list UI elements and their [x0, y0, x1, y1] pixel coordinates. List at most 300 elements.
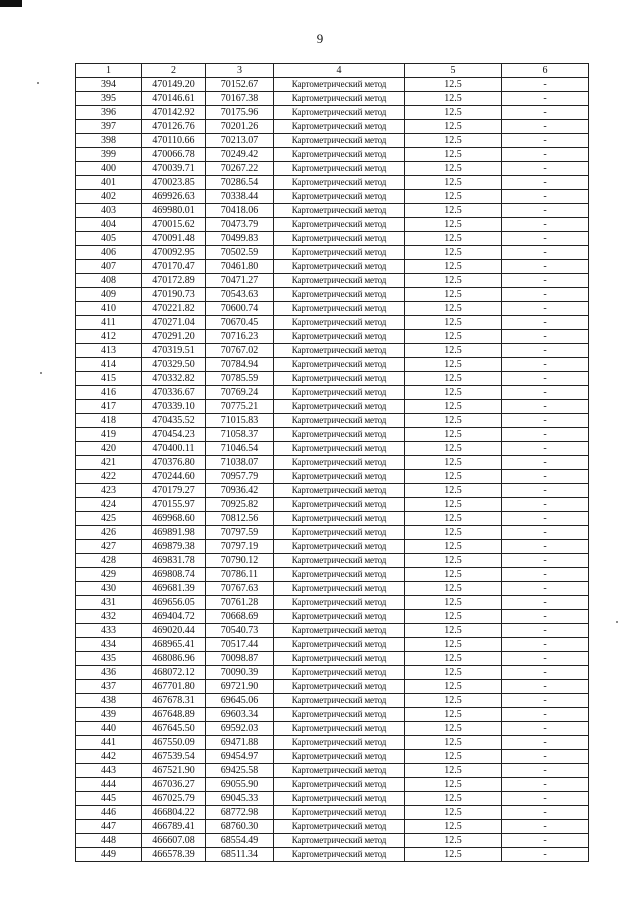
cell-y-coordinate: 70785.59 [206, 372, 274, 386]
cell-note: - [502, 722, 589, 736]
cell-y-coordinate: 70790.12 [206, 554, 274, 568]
table-row [76, 512, 589, 526]
cell-x-coordinate: 470179.27 [142, 484, 206, 498]
column-header-4: 4 [274, 64, 405, 78]
cell-y-coordinate: 70957.79 [206, 470, 274, 484]
cell-accuracy: 12.5 [405, 204, 502, 218]
cell-method: Картометрический метод [274, 750, 405, 764]
cell-point-number: 449 [76, 848, 142, 862]
cell-point-number: 438 [76, 694, 142, 708]
cell-x-coordinate: 467521.90 [142, 764, 206, 778]
cell-accuracy: 12.5 [405, 456, 502, 470]
cell-method: Картометрический метод [274, 344, 405, 358]
cell-x-coordinate: 470039.71 [142, 162, 206, 176]
cell-accuracy: 12.5 [405, 792, 502, 806]
cell-x-coordinate: 470149.20 [142, 78, 206, 92]
cell-note: - [502, 78, 589, 92]
cell-point-number: 430 [76, 582, 142, 596]
cell-point-number: 409 [76, 288, 142, 302]
cell-y-coordinate: 70499.83 [206, 232, 274, 246]
cell-note: - [502, 792, 589, 806]
table-row [76, 792, 589, 806]
cell-y-coordinate: 71038.07 [206, 456, 274, 470]
cell-point-number: 412 [76, 330, 142, 344]
table-row [76, 694, 589, 708]
cell-point-number: 446 [76, 806, 142, 820]
cell-accuracy: 12.5 [405, 526, 502, 540]
cell-accuracy: 12.5 [405, 848, 502, 862]
cell-method: Картометрический метод [274, 204, 405, 218]
cell-note: - [502, 778, 589, 792]
cell-note: - [502, 134, 589, 148]
cell-y-coordinate: 70418.06 [206, 204, 274, 218]
cell-method: Картометрический метод [274, 120, 405, 134]
cell-point-number: 433 [76, 624, 142, 638]
cell-note: - [502, 456, 589, 470]
table-row [76, 400, 589, 414]
cell-method: Картометрический метод [274, 302, 405, 316]
cell-accuracy: 12.5 [405, 344, 502, 358]
cell-point-number: 440 [76, 722, 142, 736]
cell-method: Картометрический метод [274, 694, 405, 708]
cell-y-coordinate: 69592.03 [206, 722, 274, 736]
cell-point-number: 405 [76, 232, 142, 246]
cell-accuracy: 12.5 [405, 106, 502, 120]
cell-x-coordinate: 470092.95 [142, 246, 206, 260]
cell-point-number: 404 [76, 218, 142, 232]
cell-accuracy: 12.5 [405, 820, 502, 834]
cell-x-coordinate: 467539.54 [142, 750, 206, 764]
table-row [76, 442, 589, 456]
cell-y-coordinate: 70175.96 [206, 106, 274, 120]
table-row [76, 414, 589, 428]
cell-method: Картометрический метод [274, 736, 405, 750]
cell-note: - [502, 358, 589, 372]
cell-accuracy: 12.5 [405, 694, 502, 708]
cell-x-coordinate: 469831.78 [142, 554, 206, 568]
cell-method: Картометрический метод [274, 610, 405, 624]
cell-note: - [502, 442, 589, 456]
cell-accuracy: 12.5 [405, 358, 502, 372]
cell-note: - [502, 218, 589, 232]
cell-method: Картометрический метод [274, 652, 405, 666]
cell-note: - [502, 806, 589, 820]
cell-method: Картометрический метод [274, 512, 405, 526]
table-row [76, 456, 589, 470]
cell-point-number: 434 [76, 638, 142, 652]
cell-x-coordinate: 470271.04 [142, 316, 206, 330]
cell-accuracy: 12.5 [405, 750, 502, 764]
cell-note: - [502, 596, 589, 610]
cell-note: - [502, 92, 589, 106]
cell-point-number: 415 [76, 372, 142, 386]
cell-accuracy: 12.5 [405, 386, 502, 400]
cell-point-number: 411 [76, 316, 142, 330]
cell-y-coordinate: 70797.19 [206, 540, 274, 554]
cell-accuracy: 12.5 [405, 414, 502, 428]
column-header-1: 1 [76, 64, 142, 78]
cell-y-coordinate: 70540.73 [206, 624, 274, 638]
cell-method: Картометрический метод [274, 232, 405, 246]
cell-note: - [502, 246, 589, 260]
table-row [76, 638, 589, 652]
cell-x-coordinate: 470023.85 [142, 176, 206, 190]
cell-y-coordinate: 70668.69 [206, 610, 274, 624]
cell-point-number: 416 [76, 386, 142, 400]
cell-method: Картометрический метод [274, 526, 405, 540]
cell-point-number: 423 [76, 484, 142, 498]
cell-note: - [502, 106, 589, 120]
cell-x-coordinate: 467645.50 [142, 722, 206, 736]
cell-note: - [502, 624, 589, 638]
cell-x-coordinate: 469020.44 [142, 624, 206, 638]
cell-note: - [502, 414, 589, 428]
cell-y-coordinate: 70769.24 [206, 386, 274, 400]
cell-y-coordinate: 69721.90 [206, 680, 274, 694]
cell-note: - [502, 568, 589, 582]
cell-y-coordinate: 70152.67 [206, 78, 274, 92]
cell-accuracy: 12.5 [405, 232, 502, 246]
cell-method: Картометрический метод [274, 554, 405, 568]
cell-accuracy: 12.5 [405, 176, 502, 190]
cell-x-coordinate: 470170.47 [142, 260, 206, 274]
cell-x-coordinate: 468086.96 [142, 652, 206, 666]
cell-y-coordinate: 70761.28 [206, 596, 274, 610]
table-row [76, 92, 589, 106]
table-row [76, 666, 589, 680]
cell-y-coordinate: 70461.80 [206, 260, 274, 274]
table-body [76, 78, 589, 862]
cell-method: Картометрический метод [274, 792, 405, 806]
cell-method: Картометрический метод [274, 428, 405, 442]
cell-method: Картометрический метод [274, 666, 405, 680]
cell-point-number: 400 [76, 162, 142, 176]
cell-x-coordinate: 469808.74 [142, 568, 206, 582]
cell-method: Картометрический метод [274, 372, 405, 386]
cell-method: Картометрический метод [274, 540, 405, 554]
cell-point-number: 420 [76, 442, 142, 456]
table-row [76, 260, 589, 274]
cell-method: Картометрический метод [274, 456, 405, 470]
table-row [76, 582, 589, 596]
cell-y-coordinate: 70767.02 [206, 344, 274, 358]
cell-accuracy: 12.5 [405, 806, 502, 820]
cell-accuracy: 12.5 [405, 120, 502, 134]
cell-method: Картометрический метод [274, 386, 405, 400]
cell-x-coordinate: 469404.72 [142, 610, 206, 624]
cell-point-number: 427 [76, 540, 142, 554]
cell-method: Картометрический метод [274, 680, 405, 694]
cell-point-number: 445 [76, 792, 142, 806]
cell-point-number: 394 [76, 78, 142, 92]
table-row [76, 148, 589, 162]
cell-y-coordinate: 70338.44 [206, 190, 274, 204]
cell-point-number: 439 [76, 708, 142, 722]
table-row [76, 750, 589, 764]
cell-y-coordinate: 70670.45 [206, 316, 274, 330]
cell-accuracy: 12.5 [405, 260, 502, 274]
cell-point-number: 426 [76, 526, 142, 540]
cell-point-number: 396 [76, 106, 142, 120]
cell-x-coordinate: 467701.80 [142, 680, 206, 694]
scan-speck [37, 82, 39, 84]
cell-method: Картометрический метод [274, 568, 405, 582]
table-row [76, 302, 589, 316]
scan-speck [616, 621, 618, 623]
table-row [76, 820, 589, 834]
cell-x-coordinate: 466607.08 [142, 834, 206, 848]
cell-y-coordinate: 70775.21 [206, 400, 274, 414]
table-row [76, 78, 589, 92]
cell-accuracy: 12.5 [405, 680, 502, 694]
cell-accuracy: 12.5 [405, 484, 502, 498]
cell-point-number: 406 [76, 246, 142, 260]
cell-accuracy: 12.5 [405, 288, 502, 302]
cell-method: Картометрический метод [274, 288, 405, 302]
cell-note: - [502, 610, 589, 624]
table-row [76, 120, 589, 134]
cell-accuracy: 12.5 [405, 400, 502, 414]
cell-point-number: 432 [76, 610, 142, 624]
scan-corner-mark [0, 0, 22, 7]
cell-method: Картометрический метод [274, 148, 405, 162]
table-row [76, 484, 589, 498]
table-row [76, 218, 589, 232]
table-row [76, 764, 589, 778]
cell-note: - [502, 162, 589, 176]
table-row [76, 806, 589, 820]
table-row [76, 386, 589, 400]
cell-note: - [502, 736, 589, 750]
cell-note: - [502, 330, 589, 344]
cell-x-coordinate: 469891.98 [142, 526, 206, 540]
cell-method: Картометрический метод [274, 484, 405, 498]
cell-method: Картометрический метод [274, 442, 405, 456]
table-row [76, 358, 589, 372]
cell-x-coordinate: 469681.39 [142, 582, 206, 596]
cell-method: Картометрический метод [274, 778, 405, 792]
cell-x-coordinate: 470376.80 [142, 456, 206, 470]
cell-note: - [502, 372, 589, 386]
cell-x-coordinate: 470190.73 [142, 288, 206, 302]
cell-y-coordinate: 70167.38 [206, 92, 274, 106]
cell-x-coordinate: 470015.62 [142, 218, 206, 232]
cell-y-coordinate: 70502.59 [206, 246, 274, 260]
cell-accuracy: 12.5 [405, 134, 502, 148]
cell-point-number: 418 [76, 414, 142, 428]
cell-note: - [502, 666, 589, 680]
cell-accuracy: 12.5 [405, 148, 502, 162]
cell-method: Картометрический метод [274, 806, 405, 820]
cell-y-coordinate: 69055.90 [206, 778, 274, 792]
cell-point-number: 402 [76, 190, 142, 204]
cell-x-coordinate: 467025.79 [142, 792, 206, 806]
cell-x-coordinate: 470221.82 [142, 302, 206, 316]
cell-y-coordinate: 69645.06 [206, 694, 274, 708]
cell-y-coordinate: 70543.63 [206, 288, 274, 302]
cell-note: - [502, 764, 589, 778]
table-row [76, 204, 589, 218]
cell-note: - [502, 190, 589, 204]
cell-point-number: 437 [76, 680, 142, 694]
cell-x-coordinate: 469968.60 [142, 512, 206, 526]
cell-point-number: 422 [76, 470, 142, 484]
cell-x-coordinate: 466789.41 [142, 820, 206, 834]
table-row [76, 246, 589, 260]
cell-accuracy: 12.5 [405, 470, 502, 484]
cell-x-coordinate: 467678.31 [142, 694, 206, 708]
cell-accuracy: 12.5 [405, 652, 502, 666]
cell-accuracy: 12.5 [405, 302, 502, 316]
cell-accuracy: 12.5 [405, 610, 502, 624]
cell-y-coordinate: 70716.23 [206, 330, 274, 344]
cell-point-number: 397 [76, 120, 142, 134]
cell-method: Картометрический метод [274, 834, 405, 848]
cell-point-number: 443 [76, 764, 142, 778]
table-row [76, 568, 589, 582]
scan-speck [40, 372, 42, 374]
cell-y-coordinate: 69454.97 [206, 750, 274, 764]
cell-note: - [502, 204, 589, 218]
cell-accuracy: 12.5 [405, 624, 502, 638]
cell-method: Картометрический метод [274, 162, 405, 176]
cell-accuracy: 12.5 [405, 428, 502, 442]
cell-y-coordinate: 68760.30 [206, 820, 274, 834]
cell-note: - [502, 344, 589, 358]
cell-y-coordinate: 70090.39 [206, 666, 274, 680]
cell-note: - [502, 512, 589, 526]
cell-method: Картометрический метод [274, 764, 405, 778]
cell-note: - [502, 400, 589, 414]
cell-method: Картометрический метод [274, 498, 405, 512]
page-number: 9 [316, 31, 324, 46]
table-row [76, 274, 589, 288]
cell-accuracy: 12.5 [405, 582, 502, 596]
cell-note: - [502, 288, 589, 302]
cell-point-number: 395 [76, 92, 142, 106]
cell-method: Картометрический метод [274, 722, 405, 736]
table-row [76, 778, 589, 792]
cell-y-coordinate: 69471.88 [206, 736, 274, 750]
cell-method: Картометрический метод [274, 638, 405, 652]
cell-point-number: 428 [76, 554, 142, 568]
cell-method: Картометрический метод [274, 260, 405, 274]
cell-method: Картометрический метод [274, 246, 405, 260]
cell-note: - [502, 386, 589, 400]
cell-accuracy: 12.5 [405, 834, 502, 848]
cell-y-coordinate: 70784.94 [206, 358, 274, 372]
cell-point-number: 407 [76, 260, 142, 274]
cell-accuracy: 12.5 [405, 638, 502, 652]
cell-point-number: 424 [76, 498, 142, 512]
cell-x-coordinate: 470291.20 [142, 330, 206, 344]
table-row [76, 190, 589, 204]
cell-y-coordinate: 70812.56 [206, 512, 274, 526]
cell-accuracy: 12.5 [405, 666, 502, 680]
cell-accuracy: 12.5 [405, 708, 502, 722]
cell-note: - [502, 484, 589, 498]
cell-accuracy: 12.5 [405, 512, 502, 526]
cell-y-coordinate: 70213.07 [206, 134, 274, 148]
table-row [76, 428, 589, 442]
cell-method: Картометрический метод [274, 400, 405, 414]
cell-accuracy: 12.5 [405, 442, 502, 456]
cell-y-coordinate: 69045.33 [206, 792, 274, 806]
cell-note: - [502, 694, 589, 708]
cell-x-coordinate: 469879.38 [142, 540, 206, 554]
cell-x-coordinate: 470146.61 [142, 92, 206, 106]
cell-point-number: 399 [76, 148, 142, 162]
table-row [76, 554, 589, 568]
cell-accuracy: 12.5 [405, 764, 502, 778]
table-row [76, 652, 589, 666]
cell-note: - [502, 302, 589, 316]
coordinates-table [75, 63, 589, 862]
cell-method: Картометрический метод [274, 596, 405, 610]
cell-accuracy: 12.5 [405, 162, 502, 176]
cell-note: - [502, 498, 589, 512]
cell-note: - [502, 750, 589, 764]
cell-y-coordinate: 70925.82 [206, 498, 274, 512]
cell-x-coordinate: 467550.09 [142, 736, 206, 750]
cell-y-coordinate: 69425.58 [206, 764, 274, 778]
cell-note: - [502, 176, 589, 190]
cell-accuracy: 12.5 [405, 498, 502, 512]
cell-point-number: 421 [76, 456, 142, 470]
table-row [76, 134, 589, 148]
cell-point-number: 414 [76, 358, 142, 372]
cell-x-coordinate: 470329.50 [142, 358, 206, 372]
cell-accuracy: 12.5 [405, 736, 502, 750]
cell-accuracy: 12.5 [405, 722, 502, 736]
cell-note: - [502, 582, 589, 596]
table-row [76, 610, 589, 624]
cell-y-coordinate: 68511.34 [206, 848, 274, 862]
table-row [76, 316, 589, 330]
cell-x-coordinate: 469980.01 [142, 204, 206, 218]
cell-x-coordinate: 470155.97 [142, 498, 206, 512]
cell-point-number: 408 [76, 274, 142, 288]
cell-note: - [502, 848, 589, 862]
cell-note: - [502, 274, 589, 288]
cell-x-coordinate: 470066.78 [142, 148, 206, 162]
cell-method: Картометрический метод [274, 330, 405, 344]
cell-y-coordinate: 70471.27 [206, 274, 274, 288]
table-row [76, 736, 589, 750]
cell-accuracy: 12.5 [405, 568, 502, 582]
table-row [76, 288, 589, 302]
cell-method: Картометрический метод [274, 624, 405, 638]
cell-x-coordinate: 470091.48 [142, 232, 206, 246]
cell-x-coordinate: 468072.12 [142, 666, 206, 680]
cell-point-number: 435 [76, 652, 142, 666]
cell-note: - [502, 260, 589, 274]
column-header-3: 3 [206, 64, 274, 78]
table-row [76, 624, 589, 638]
cell-x-coordinate: 469926.63 [142, 190, 206, 204]
cell-method: Картометрический метод [274, 106, 405, 120]
cell-accuracy: 12.5 [405, 218, 502, 232]
cell-note: - [502, 540, 589, 554]
table-row [76, 722, 589, 736]
cell-y-coordinate: 69603.34 [206, 708, 274, 722]
cell-method: Картометрический метод [274, 582, 405, 596]
cell-method: Картометрический метод [274, 274, 405, 288]
table-row [76, 344, 589, 358]
cell-accuracy: 12.5 [405, 372, 502, 386]
cell-method: Картометрический метод [274, 470, 405, 484]
cell-method: Картометрический метод [274, 134, 405, 148]
